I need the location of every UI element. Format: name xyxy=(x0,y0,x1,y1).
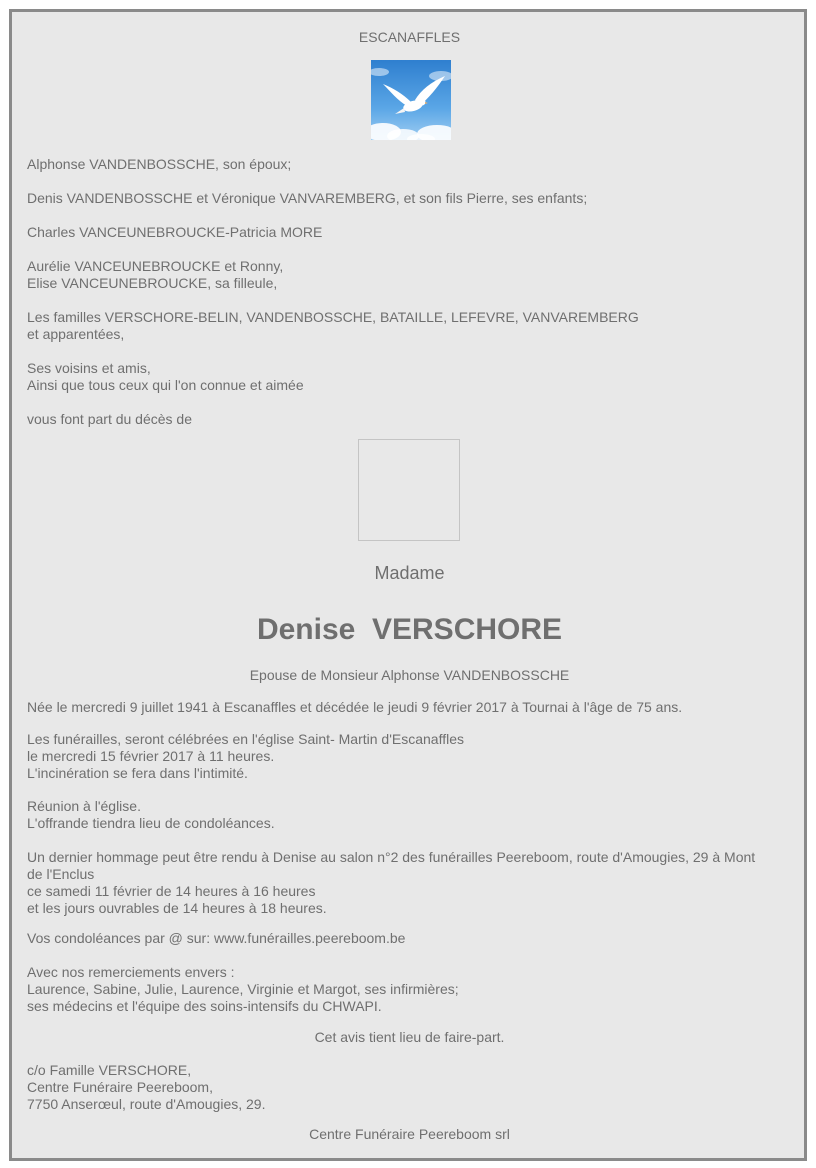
funeral-details: Les funérailles, seront célébrées en l'église Saint- Martin d'Escanaffles le mercredi 15 février 2017 à 11 heures. L'incinération se fera dans l'intimité. xyxy=(27,731,464,781)
thanks-lines: Avec nos remerciements envers : Laurence, Sabine, Julie, Laurence, Virginie et Margot, ses infirmières; ses médecins et l'équipe des soins-intensifs du CHWAPI. xyxy=(27,964,459,1014)
birth-death-line: Née le mercredi 9 juillet 1941 à Escanaffles et décédée le jeudi 9 février 2017 à Tournai à l'âge de 75 ans. xyxy=(27,699,683,715)
reunion-details: Réunion à l'église. L'offrande tiendra lieu de condoléances. xyxy=(27,798,275,831)
deceased-title: Madame xyxy=(374,563,445,583)
children-line: Denis VANDENBOSSCHE et Véronique VANVAREMBERG, et son fils Pierre, ses enfants; xyxy=(27,190,588,206)
footer-line: Centre Funéraire Peereboom srl xyxy=(309,1126,510,1142)
families-lines: Les familles VERSCHORE-BELIN, VANDENBOSSCHE, BATAILLE, LEFEVRE, VANVAREMBERG et apparentées, xyxy=(27,309,639,342)
town-header: ESCANAFFLES xyxy=(358,29,461,45)
photo-placeholder xyxy=(358,439,460,541)
deceased-name: Denise VERSCHORE xyxy=(256,613,563,646)
spouse-line: Alphonse VANDENBOSSCHE, son époux; xyxy=(27,156,292,172)
address-block: c/o Famille VERSCHORE, Centre Funéraire Peereboom, 7750 Anserœul, route d'Amougies, 29. xyxy=(27,1062,266,1112)
grandchildren-lines: Aurélie VANCEUNEBROUCKE et Ronny, Elise VANCEUNEBROUCKE, sa filleule, xyxy=(27,258,284,291)
notice-line: Cet avis tient lieu de faire-part. xyxy=(314,1029,505,1045)
announce-line: vous font part du décès de xyxy=(27,411,192,427)
charles-line: Charles VANCEUNEBROUCKE-Patricia MORE xyxy=(27,224,323,240)
dove-icon xyxy=(371,60,451,140)
condolences-line: Vos condoléances par @ sur: www.funérailles.peereboom.be xyxy=(27,930,406,946)
death-notice-card xyxy=(9,9,807,1161)
spouse-of-line: Epouse de Monsieur Alphonse VANDENBOSSCHE xyxy=(249,667,570,683)
hommage-details: Un dernier hommage peut être rendu à Denise au salon n°2 des funérailles Peereboom, route d'Amougies, 29 à Mont de l'Enclus ce samedi 11 février de 14 heures à 16 heures et les jours ouvrables de 14 heures à 18 heures. xyxy=(27,849,756,916)
neighbours-lines: Ses voisins et amis, Ainsi que tous ceux qui l'on connue et aimée xyxy=(27,360,304,393)
